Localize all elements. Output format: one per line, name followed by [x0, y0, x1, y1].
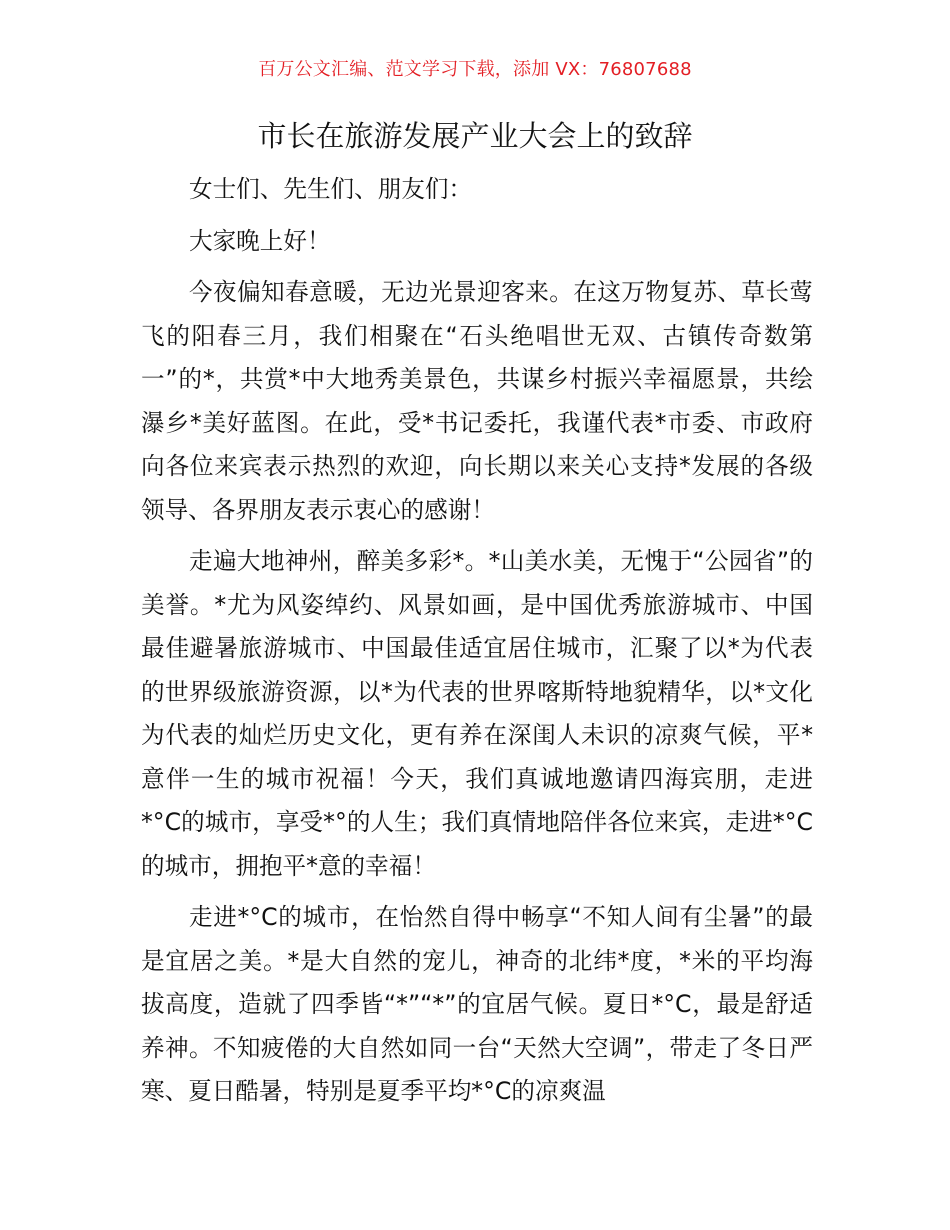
watermark-banner: 百万公文汇编、范文学习下载，添加 VX：76807688: [258, 59, 692, 80]
greeting: 大家晚上好！: [189, 226, 331, 255]
paragraph-welcome: 今夜偏知春意暖，无边光景迎客来。在这万物复苏、草长莺飞的阳春三月，我们相聚在“石头绝唱世无双、古镇传奇数第一”的*，共赏*中大地秀美景色，共谋乡村振兴幸福愿景，共绘瀑乡*美好蓝图。在此，受*书记委托，我谨代表*市委、市政府向各位来宾表示热烈的欢迎，向长期以来关心支持*发展的各级领导、各界朋友表示衷心的感谢！: [141, 278, 813, 524]
document-title: 市长在旅游发展产业大会上的致辞: [257, 119, 693, 153]
paragraph-climate: 走进*°C的城市，在怡然自得中畅享“不知人间有尘暑”的最是宜居之美。*是大自然的宠儿，神奇的北纬*度，*米的平均海拔高度，造就了四季皆“*”“*”的宜居气候。夏日*°C，最是舒适养神。不知疲倦的大自然如同一台“天然大空调”，带走了冬日严寒、夏日酷暑，特别是夏季平均*°C的凉爽温: [141, 903, 813, 1105]
paragraph-scenery: 走遍大地神州，醉美多彩*。*山美水美，无愧于“公园省”的美誉。*尤为风姿绰约、风景如画，是中国优秀旅游城市、中国最佳避暑旅游城市、中国最佳适宜居住城市，汇聚了以*为代表的世界级旅游资源，以*为代表的世界喀斯特地貌精华，以*文化为代表的灿烂历史文化，更有养在深闺人未识的凉爽气候，平*意伴一生的城市祝福！今天，我们真诚地邀请四海宾朋，走进*°C的城市，享受*°的人生；我们真情地陪伴各位来宾，走进*°C的城市，拥抱平*意的幸福！: [141, 547, 813, 880]
salutation: 女士们、先生们、朋友们：: [189, 175, 473, 203]
document-body: [141, 168, 813, 1114]
